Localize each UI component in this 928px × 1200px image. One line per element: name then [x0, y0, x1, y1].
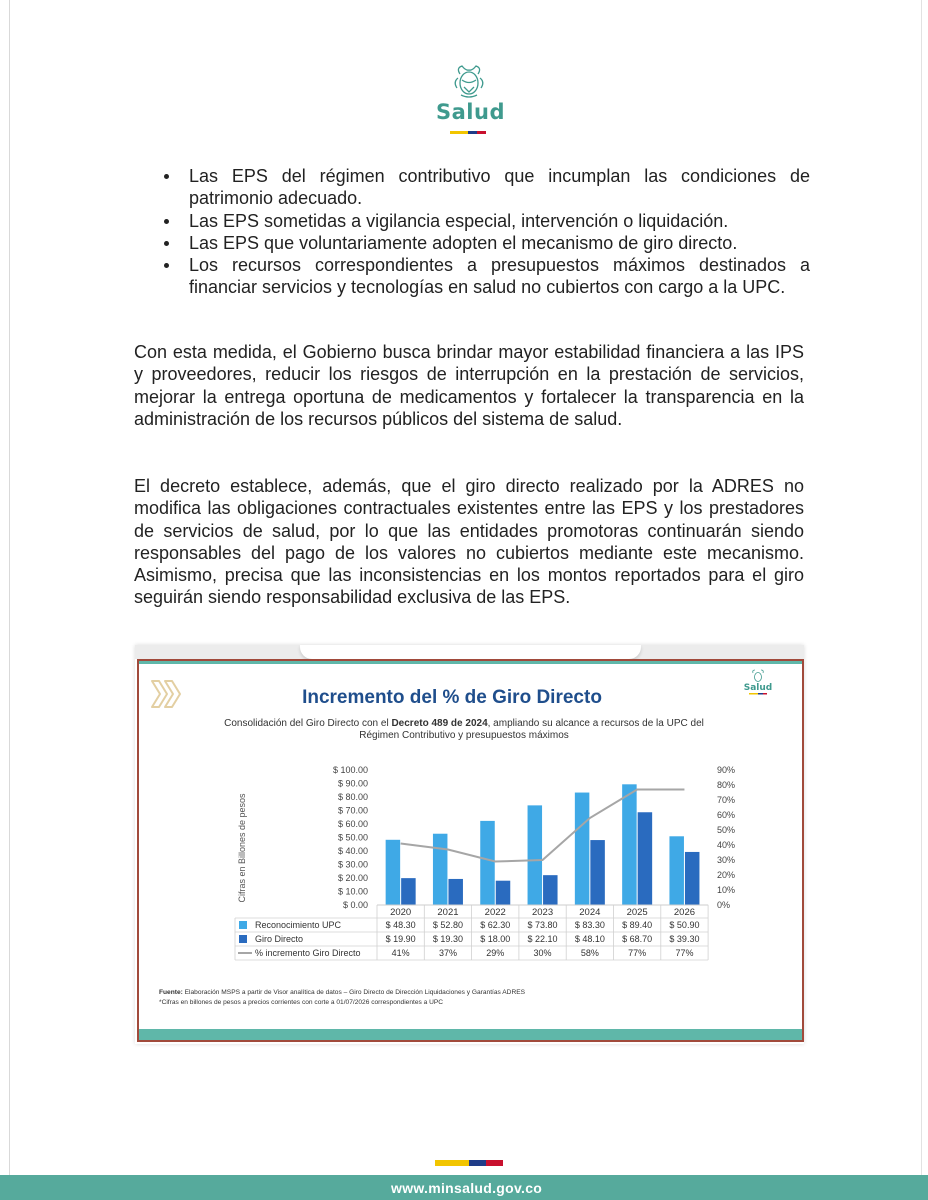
y2-tick-label: 20% — [717, 870, 736, 880]
bullet-dot — [164, 174, 169, 179]
y2-tick-label: 60% — [717, 810, 736, 820]
legend-swatch — [239, 935, 247, 943]
legend-swatch — [239, 921, 247, 929]
bar-giro-directo — [638, 812, 653, 905]
subtitle-post: , ampliando su alcance a recursos de la UPC del — [487, 718, 704, 729]
y2-tick-label: 10% — [717, 885, 736, 895]
bar-giro-directo — [496, 881, 511, 905]
data-label: 77% — [628, 948, 647, 958]
data-label: $ 52.80 — [432, 920, 463, 930]
bar-reconocimiento-upc — [622, 784, 637, 905]
paragraph-medida: Con esta medida, el Gobierno busca brindar mayor estabilidad financiera a las IPS y proveedores, reducir los riesgos de interrupción en la prestación de servicios, mejorar la entrega oportuna de medicamentos y fortalecer la transparencia en la administración de los recursos públicos del sistema de salud. — [134, 342, 804, 429]
data-label: $ 19.30 — [432, 934, 463, 944]
bar-reconocimiento-upc — [433, 834, 448, 905]
source-label: Fuente: — [159, 989, 183, 996]
bar-reconocimiento-upc — [480, 821, 495, 905]
bullet-dot — [164, 241, 169, 246]
giro-directo-infographic — [135, 645, 804, 1044]
infographic-subtitle-line2: Régimen Contributivo y presupuestos máximos — [359, 730, 569, 741]
salud-logo — [436, 62, 505, 142]
infographic-frame — [137, 659, 804, 1042]
chevron-icon — [152, 681, 180, 707]
y-tick-label: $ 20.00 — [337, 873, 368, 883]
card-tab — [300, 645, 641, 659]
data-label: 30% — [533, 948, 552, 958]
bullet-item — [160, 254, 810, 299]
x-tick-label: 2020 — [390, 907, 412, 918]
bullet-item — [160, 165, 810, 210]
data-label: $ 18.00 — [480, 934, 511, 944]
mini-salud-logo — [744, 670, 773, 695]
data-label: $ 62.30 — [480, 920, 511, 930]
bullet-dot — [164, 263, 169, 268]
data-label: $ 73.80 — [527, 920, 558, 930]
data-label: $ 89.40 — [622, 920, 653, 930]
y-tick-label: $ 30.00 — [337, 859, 368, 870]
bar-reconocimiento-upc — [528, 805, 543, 905]
y-tick-label: $ 70.00 — [337, 805, 368, 816]
y2-tick-label: 50% — [717, 825, 736, 835]
x-tick-label: 2025 — [626, 907, 648, 918]
subtitle-bold: Decreto 489 de 2024 — [391, 718, 488, 729]
subtitle-pre: Consolidación del Giro Directo con el — [224, 718, 392, 729]
bullet-text: Las EPS que voluntariamente adopten el mecanismo de giro directo. — [189, 232, 738, 253]
y2-tick-label: 90% — [717, 765, 736, 775]
giro-directo-chart — [139, 664, 802, 1029]
data-label: $ 39.30 — [669, 934, 700, 944]
bullet-item — [160, 232, 810, 254]
data-label: 37% — [438, 948, 457, 958]
frame-teal-bottom — [139, 1029, 802, 1040]
y-tick-label: $ 0.00 — [342, 900, 368, 910]
page-edge-right — [921, 0, 922, 1200]
bar-reconocimiento-upc — [386, 840, 401, 905]
data-label: 41% — [391, 948, 410, 958]
bullet-text: Los recursos correspondientes a presupuestos máximos destinados a financiar servicios y tecnologías en salud no cubiertos con cargo a la UPC. — [189, 255, 810, 298]
data-label: $ 50.90 — [669, 920, 700, 930]
y-tick-label: $ 90.00 — [337, 778, 368, 789]
paragraph-decreto: El decreto establece, además, que el giro directo realizado por la ADRES no modifica las obligaciones contractuales existentes entre las EPS y los prestadores de servicios de salud, por lo que las entidades promotoras continuarán siendo responsables del pago de los valores no cubiertos mediante este mecanismo. Asimismo, precisa que las inconsistencias en los montos reportados para el giro seguirán siendo responsabilidad exclusiva de las EPS. — [134, 476, 804, 608]
legend-label: % incremento Giro Directo — [255, 948, 361, 958]
y2-tick-label: 30% — [717, 855, 736, 865]
y-tick-label: $ 10.00 — [337, 886, 368, 897]
y-tick-label: $ 80.00 — [337, 792, 368, 802]
footer-url[interactable]: www.minsalud.gov.co — [391, 1180, 543, 1196]
data-label: $ 68.70 — [622, 934, 653, 944]
footer-flag-bar — [435, 1160, 503, 1166]
data-table — [235, 905, 708, 960]
bar-giro-directo — [685, 852, 700, 905]
infographic-subtitle-line1 — [224, 718, 704, 729]
bullet-dot — [164, 219, 169, 224]
logo-flag-bar — [450, 131, 486, 134]
page-edge-left — [9, 0, 10, 1200]
data-label: 77% — [675, 948, 694, 958]
data-label: $ 48.30 — [385, 920, 416, 930]
legend-label: Reconocimiento UPC — [255, 920, 342, 930]
source-line — [159, 989, 526, 996]
x-tick-label: 2026 — [673, 907, 696, 918]
bullet-item — [160, 210, 810, 232]
y-tick-label: $ 100.00 — [332, 765, 368, 775]
x-tick-label: 2022 — [484, 907, 506, 918]
y2-tick-label: 70% — [717, 795, 736, 805]
y-tick-label: $ 40.00 — [337, 846, 368, 856]
bullet-text: Las EPS del régimen contributivo que incumplan las condiciones de patrimonio adecuado. — [189, 166, 810, 209]
bar-reconocimiento-upc — [669, 836, 684, 905]
logo-text: Salud — [436, 100, 505, 124]
infographic-title: Incremento del % de Giro Directo — [302, 687, 602, 708]
data-label: $ 48.10 — [574, 934, 605, 944]
y2-tick-label: 40% — [717, 840, 736, 850]
x-tick-label: 2023 — [531, 907, 554, 918]
data-label: 58% — [580, 948, 599, 958]
data-label: $ 22.10 — [527, 934, 558, 944]
source-text: Elaboración MSPS a partir de Visor analítica de datos – Giro Directo de Dirección Liquidaciones y Garantías ADRES — [182, 989, 526, 996]
data-label: $ 19.90 — [385, 934, 416, 944]
chart-note: *Cifras en billones de pesos a precios corrientes con corte a 01/07/2026 correspondientes a UPC — [159, 999, 444, 1006]
bar-giro-directo — [543, 875, 558, 905]
y-axis-title: Cifras en Billones de pesos — [237, 793, 247, 903]
bar-giro-directo — [401, 878, 416, 905]
bullet-text: Las EPS sometidas a vigilancia especial, intervención o liquidación. — [189, 210, 729, 231]
plot-area — [333, 765, 735, 910]
bar-giro-directo — [590, 840, 605, 905]
y2-tick-label: 80% — [717, 780, 736, 790]
bar-giro-directo — [448, 879, 463, 905]
data-label: 29% — [486, 948, 505, 958]
legend-label: Giro Directo — [255, 934, 304, 944]
bar-reconocimiento-upc — [575, 793, 590, 905]
eps-bullet-list — [160, 165, 810, 299]
y-tick-label: $ 60.00 — [337, 819, 368, 829]
y2-tick-label: 0% — [717, 900, 731, 910]
coat-of-arms-icon — [436, 62, 502, 102]
x-tick-label: 2021 — [437, 907, 459, 918]
mini-logo-text: Salud — [743, 683, 773, 693]
data-label: $ 83.30 — [574, 920, 605, 930]
y-tick-label: $ 50.00 — [337, 832, 368, 843]
x-tick-label: 2024 — [579, 907, 601, 918]
